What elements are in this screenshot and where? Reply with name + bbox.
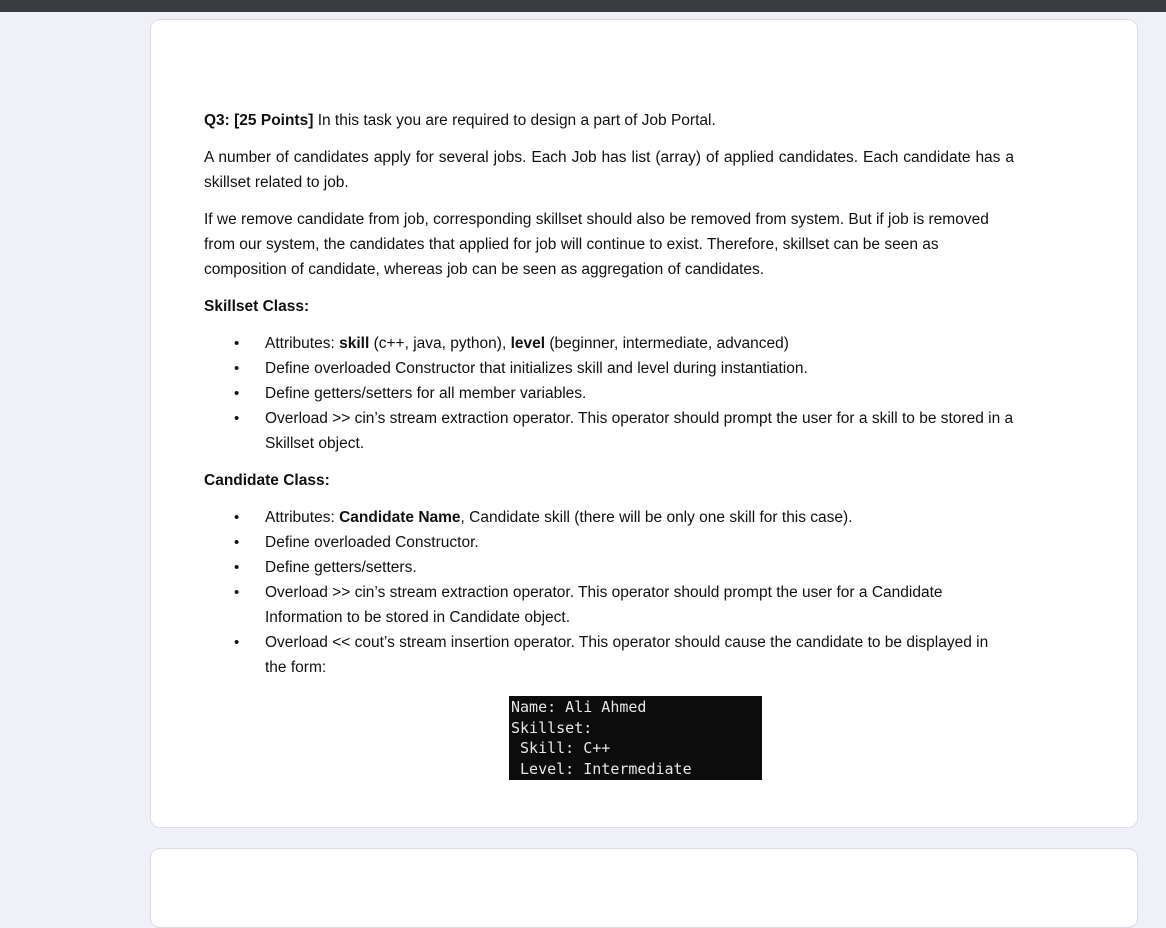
attr-level-desc: (beginner, intermediate, advanced) <box>545 335 789 352</box>
console-line: Skill: C++ <box>511 739 611 757</box>
bullet-icon: • <box>234 534 240 551</box>
list-item <box>204 580 1014 630</box>
bullet-icon: • <box>234 509 240 526</box>
console-line: Level: Intermediate <box>511 759 692 778</box>
bullet-icon: • <box>234 335 240 352</box>
list-item-text: Overload >> cin’s stream extraction operator. This operator should prompt the user for a Candidate Information to be stored in Candidate object. <box>265 584 943 626</box>
list-item <box>204 406 1014 456</box>
list-item-text: Define overloaded Constructor that initializes skill and level during instantiation. <box>265 360 808 377</box>
list-item <box>204 630 1014 680</box>
browser-top-bar <box>0 0 1166 12</box>
list-item-text: Define getters/setters. <box>265 559 417 576</box>
attr-prefix: Attributes: <box>265 509 340 526</box>
paragraph-candidates: A number of candidates apply for several jobs. Each Job has list (array) of applied candidates. Each candidate has a skillset related to job. <box>204 149 1014 191</box>
list-item <box>204 331 1014 356</box>
list-item-text: Define getters/setters for all member variables. <box>265 385 587 402</box>
skillset-heading: Skillset Class: <box>204 298 310 315</box>
list-item-text: Define overloaded Constructor. <box>265 534 479 551</box>
console-output-sample <box>509 696 762 780</box>
list-item <box>204 530 1014 555</box>
question-intro <box>204 108 1014 133</box>
question-intro-text: In this task you are required to design a part of Job Portal. <box>313 112 716 129</box>
console-line: Skillset: <box>511 718 593 737</box>
list-item <box>204 505 1014 530</box>
bullet-icon: • <box>234 385 240 402</box>
bullet-icon: • <box>234 410 240 427</box>
bullet-icon: • <box>234 634 240 651</box>
bullet-icon: • <box>234 584 240 601</box>
attr-skill: skill <box>339 335 370 352</box>
question-content <box>204 108 1014 692</box>
list-item-text: Overload >> cin’s stream extraction operator. This operator should prompt the user for a skill to be stored in a Skillset object. <box>265 410 1014 452</box>
attr-rest: , Candidate skill (there will be only one skill for this case). <box>460 509 853 526</box>
question-label: Q3: [25 Points] <box>204 112 314 129</box>
list-item <box>204 381 1014 406</box>
candidate-heading: Candidate Class: <box>204 472 330 489</box>
bullet-icon: • <box>234 559 240 576</box>
paragraph-composition: If we remove candidate from job, corresponding skillset should also be removed from system. But if job is removed from our system, the candidates that applied for job will continue to exist. Therefore, skillset can be seen as composition of candidate, whereas job can be seen as aggregation of candidates. <box>204 211 989 278</box>
candidate-list <box>204 505 1014 680</box>
attr-skill-desc: (c++, java, python), <box>369 335 511 352</box>
next-question-card <box>150 848 1138 928</box>
skillset-list <box>204 331 1014 456</box>
question-card <box>150 19 1138 828</box>
list-item <box>204 555 1014 580</box>
attr-prefix: Attributes: <box>265 335 340 352</box>
console-line: Name: Ali Ahmed <box>511 698 647 716</box>
attr-candidate-name: Candidate Name <box>339 509 461 526</box>
list-item <box>204 356 1014 381</box>
list-item-text: Overload << cout’s stream insertion operator. This operator should cause the candidate to be displayed in the form: <box>265 634 989 676</box>
attr-level: level <box>510 335 546 352</box>
bullet-icon: • <box>234 360 240 377</box>
